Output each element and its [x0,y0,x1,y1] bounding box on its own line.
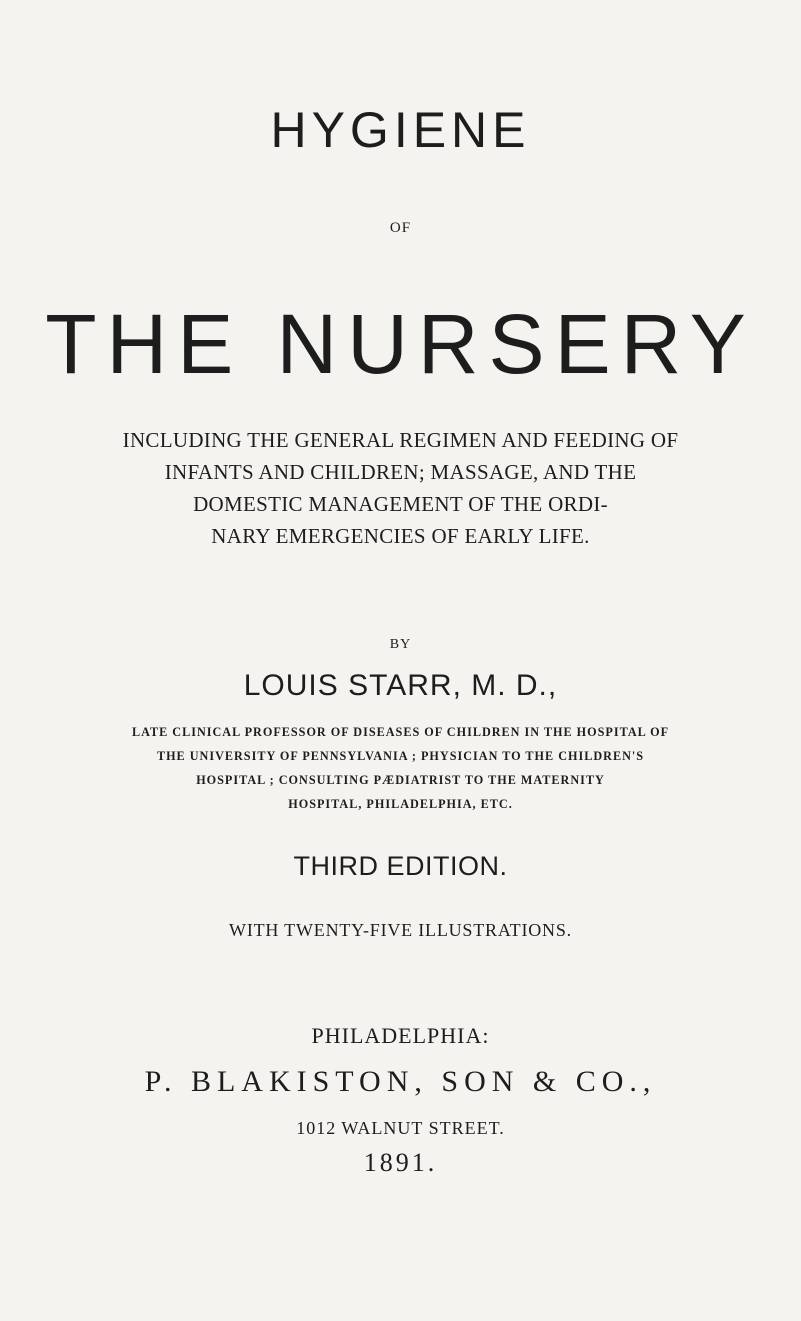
imprint-year: 1891. [363,1148,438,1177]
imprint-place: PHILADELPHIA: [311,1023,490,1048]
author-name: LOUIS STARR, M. D., [243,669,558,702]
by-label: BY [389,637,412,652]
imprint-address: 1012 WALNUT STREET. [296,1118,505,1138]
author-credentials-line: HOSPITAL, PHILADELPHIA, ETC. [288,797,513,811]
illustrations-note: WITH TWENTY-FIVE ILLUSTRATIONS. [229,920,572,940]
subtitle-line: INCLUDING THE GENERAL REGIMEN AND FEEDING OF [122,428,679,452]
title-hygiene: HYGIENE [270,102,531,158]
author-credentials-line: LATE CLINICAL PROFESSOR OF DISEASES OF CHILDREN IN THE HOSPITAL OF [131,725,670,739]
subtitle-line: INFANTS AND CHILDREN; MASSAGE, AND THE [164,460,637,484]
imprint-publisher: P. BLAKISTON, SON & CO., [144,1065,657,1098]
title-the-nursery: THE NURSERY [45,297,756,391]
edition: THIRD EDITION. [293,851,508,881]
title-of: OF [389,220,412,236]
author-credentials-line: HOSPITAL ; CONSULTING PÆDIATRIST TO THE MATERNITY [196,773,605,787]
author-credentials-line: THE UNIVERSITY OF PENNSYLVANIA ; PHYSICIAN TO THE CHILDREN'S [156,749,645,763]
subtitle-line: NARY EMERGENCIES OF EARLY LIFE. [211,524,590,548]
subtitle-line: DOMESTIC MANAGEMENT OF THE ORDI- [193,492,608,516]
